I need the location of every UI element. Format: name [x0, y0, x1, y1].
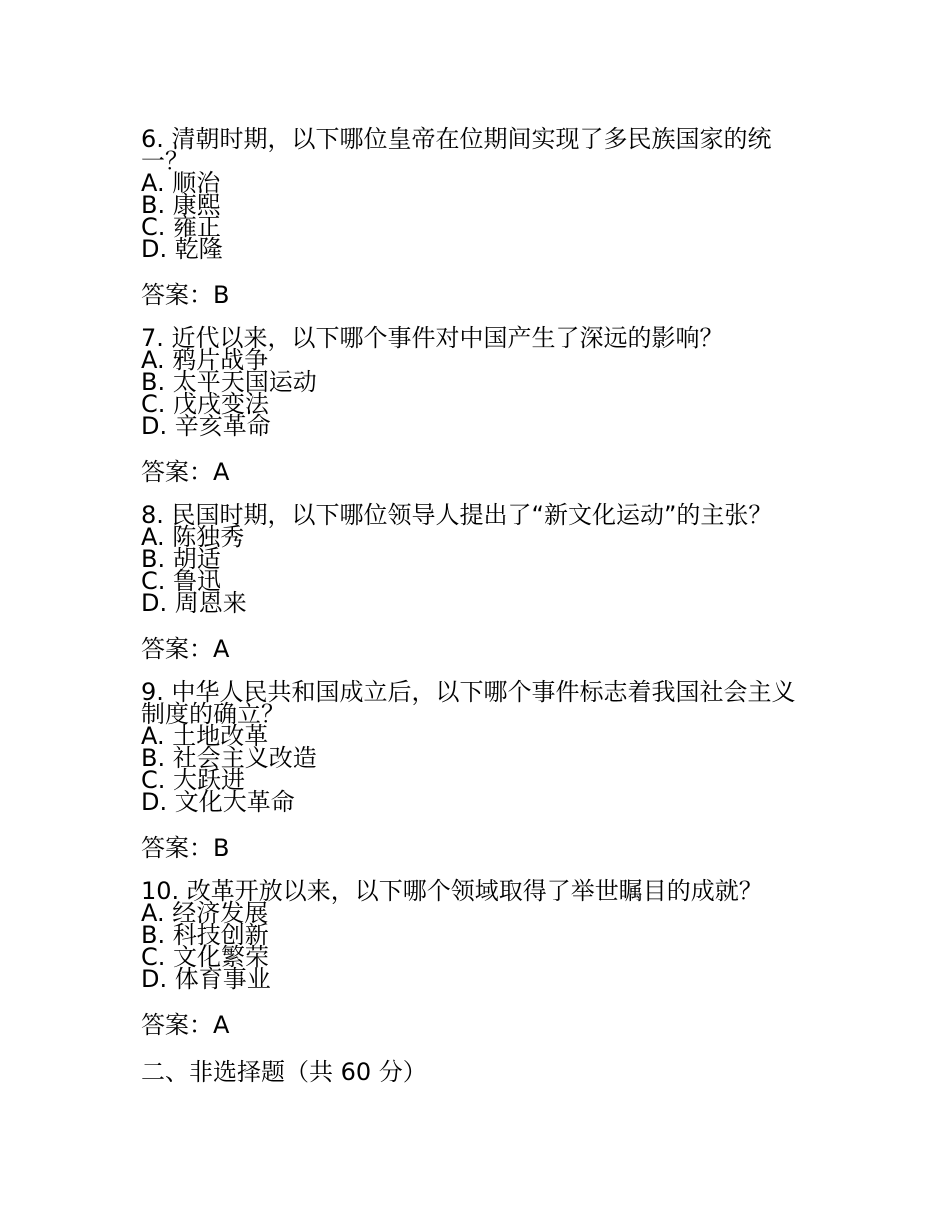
option-list	[141, 346, 801, 440]
option-b: B. 太平天国运动	[141, 368, 317, 396]
option-c: C. 戊戌变法	[141, 390, 270, 418]
answer-line: 答案：B	[141, 834, 230, 862]
question-7	[141, 324, 801, 487]
option-a: A. 顺治	[141, 169, 221, 197]
option-b: B. 胡适	[141, 545, 221, 573]
option-b: B. 科技创新	[141, 921, 269, 949]
option-list	[141, 523, 801, 617]
document-page	[141, 125, 801, 1087]
option-b: B. 康熙	[141, 191, 221, 219]
question-8	[141, 501, 801, 664]
option-a: A. 经济发展	[141, 899, 269, 927]
answer-line: 答案：A	[141, 458, 230, 486]
option-c: C. 雍正	[141, 213, 222, 241]
option-c: C. 大跃进	[141, 766, 246, 794]
section-heading: 二、非选择题（共 60 分）	[141, 1058, 427, 1086]
option-c: C. 文化繁荣	[141, 943, 270, 971]
option-list	[141, 169, 801, 263]
option-d: D. 乾隆	[141, 235, 223, 263]
question-6	[141, 125, 801, 310]
answer-line: 答案：B	[141, 281, 230, 309]
option-d: D. 体育事业	[141, 965, 271, 993]
question-text: 10. 改革开放以来，以下哪个领域取得了举世瞩目的成就？	[141, 877, 763, 905]
option-b: B. 社会主义改造	[141, 744, 317, 772]
option-list	[141, 722, 801, 816]
option-list	[141, 899, 801, 993]
answer-line: 答案：A	[141, 635, 230, 663]
option-a: A. 鸦片战争	[141, 346, 269, 374]
option-a: A. 陈独秀	[141, 523, 245, 551]
question-text: 9. 中华人民共和国成立后，以下哪个事件标志着我国社会主义制度的确立？	[141, 678, 796, 728]
option-d: D. 文化大革命	[141, 788, 295, 816]
question-text: 8. 民国时期，以下哪位领导人提出了“新文化运动”的主张？	[141, 501, 773, 529]
question-9	[141, 678, 801, 863]
option-a: A. 土地改革	[141, 722, 269, 750]
option-d: D. 辛亥革命	[141, 412, 271, 440]
option-c: C. 鲁迅	[141, 567, 222, 595]
question-text: 7. 近代以来，以下哪个事件对中国产生了深远的影响？	[141, 324, 724, 352]
question-10	[141, 877, 801, 1040]
option-d: D. 周恩来	[141, 589, 247, 617]
answer-line: 答案：A	[141, 1011, 230, 1039]
question-text: 6. 清朝时期，以下哪位皇帝在位期间实现了多民族国家的统一？	[141, 125, 772, 175]
